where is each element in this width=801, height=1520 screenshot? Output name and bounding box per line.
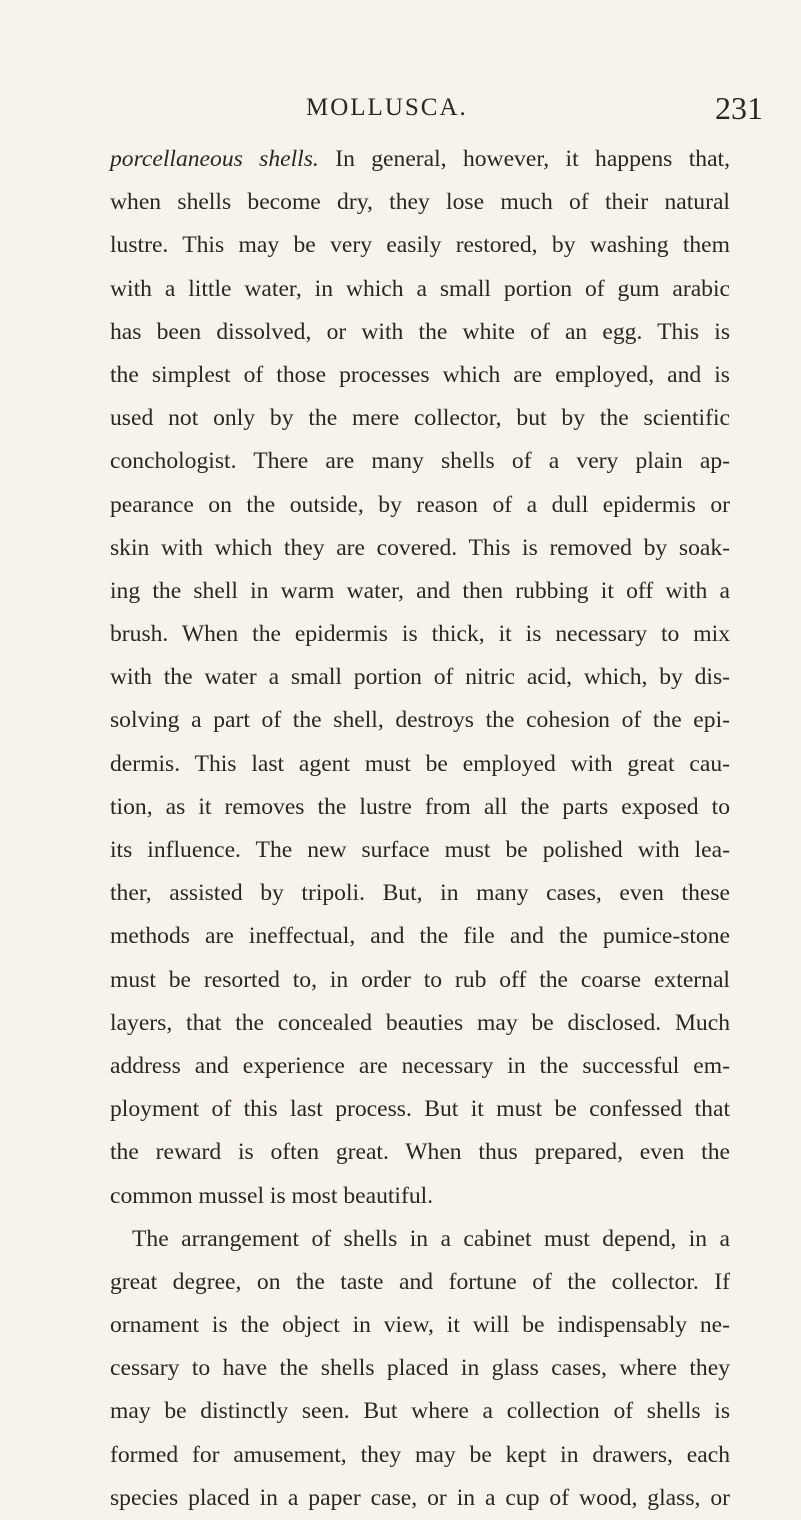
text-line: dermis. This last agent must be employed with great cau- — [110, 750, 730, 777]
text-line: ployment of this last process. But it must be confessed that — [110, 1096, 730, 1123]
text-line: with a little water, in which a small portion of gum arabic — [110, 275, 730, 302]
text-line: must be resorted to, in order to rub off the coarse external — [110, 966, 730, 993]
text-line: the simplest of those processes which are employed, and is — [110, 361, 730, 388]
running-head — [0, 90, 801, 134]
text-line: ther, assisted by tripoli. But, in many cases, even these — [110, 880, 730, 907]
text-line: skin with which they are covered. This is removed by soak- — [110, 534, 730, 561]
text-line: cessary to have the shells placed in glass cases, where they — [110, 1355, 730, 1382]
text-line — [110, 138, 730, 181]
text-line: pearance on the outside, by reason of a dull epidermis or — [110, 491, 730, 518]
text-line: when shells become dry, they lose much of their natural — [110, 189, 730, 216]
text-line: conchologist. There are many shells of a very plain ap- — [110, 448, 730, 475]
text-line: has been dissolved, or with the white of an egg. This is — [110, 318, 730, 345]
text-line: ornament is the object in view, it will be indispensably ne- — [110, 1312, 730, 1339]
text-line: common mussel is most beautiful. — [110, 1182, 434, 1209]
text-line: great degree, on the taste and fortune of the collector. If — [110, 1268, 730, 1295]
text-line: address and experience are necessary in the successful em- — [110, 1052, 730, 1079]
text-line: lustre. This may be very easily restored, by washing them — [110, 232, 730, 259]
text-line: layers, that the concealed beauties may be disclosed. Much — [110, 1009, 730, 1036]
page-number: 231 — [715, 90, 763, 126]
body-text — [110, 138, 730, 1520]
text-line: methods are ineffectual, and the file and the pumice-stone — [110, 923, 730, 950]
running-title: MOLLUSCA. — [306, 94, 468, 121]
text-line: ing the shell in warm water, and then rubbing it off with a — [110, 577, 730, 604]
italic-phrase: porcellaneous shells. — [110, 146, 319, 172]
text-line: brush. When the epidermis is thick, it is necessary to mix — [110, 621, 730, 648]
text-line: formed for amusement, they may be kept in drawers, each — [110, 1441, 730, 1468]
line-text: In general, however, it happens that, — [318, 146, 730, 172]
text-line: The arrangement of shells in a cabinet must depend, in a — [132, 1225, 730, 1252]
text-line: the reward is often great. When thus prepared, even the — [110, 1139, 730, 1166]
text-line: with the water a small portion of nitric acid, which, by dis- — [110, 664, 730, 691]
text-line: tion, as it removes the lustre from all the parts exposed to — [110, 793, 730, 820]
text-line: solving a part of the shell, destroys the cohesion of the epi- — [110, 707, 730, 734]
text-line: its influence. The new surface must be polished with lea- — [110, 837, 730, 863]
text-line: used not only by the mere collector, but by the scientific — [110, 405, 730, 432]
text-line: may be distinctly seen. But where a collection of shells is — [110, 1398, 730, 1425]
text-line: species placed in a paper case, or in a cup of wood, glass, or — [110, 1484, 730, 1511]
